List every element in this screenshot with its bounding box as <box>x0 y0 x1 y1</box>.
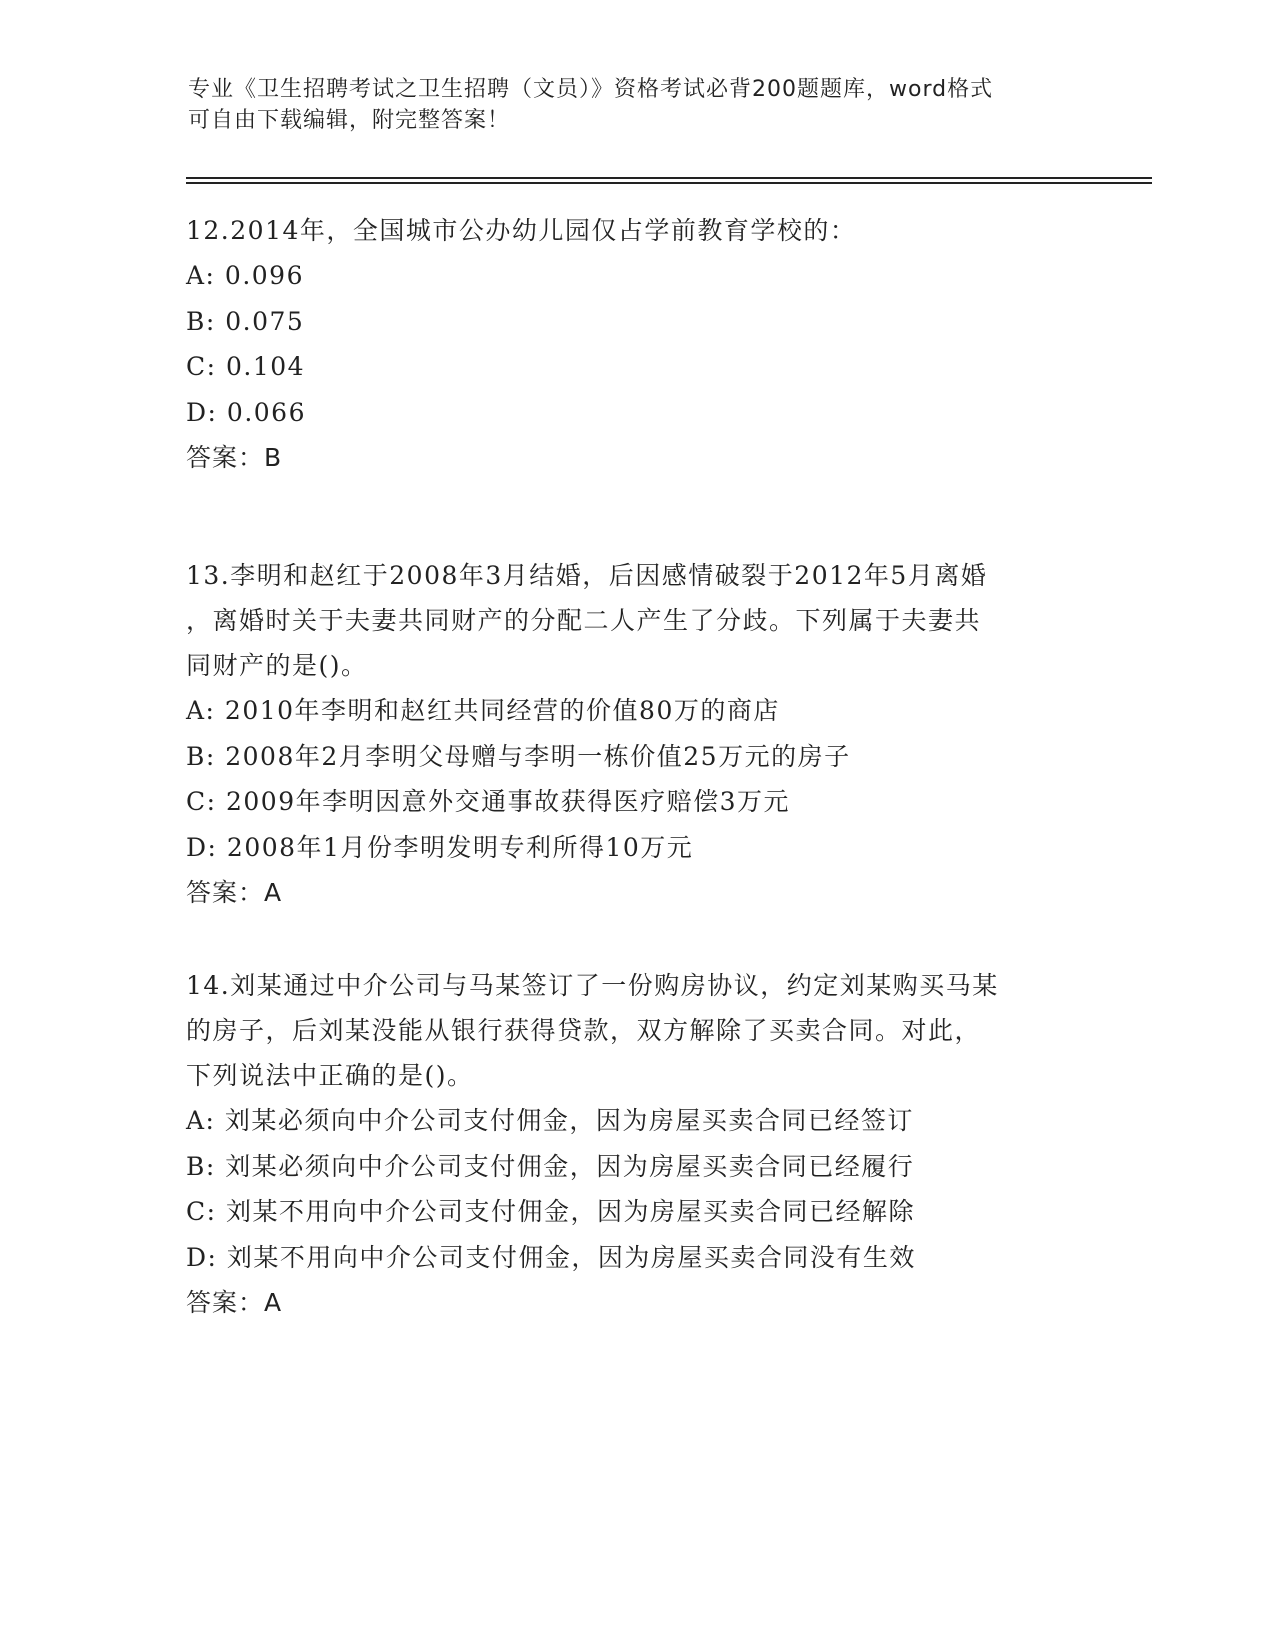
question-text: 下列说法中正确的是()。 <box>186 1061 474 1090</box>
option-d: D: 0.066 <box>186 397 306 427</box>
answer: 答案：A <box>186 878 283 907</box>
question-text: 的房子，后刘某没能从银行获得贷款，双方解除了买卖合同。对此， <box>186 1016 982 1045</box>
option-a: A: 0.096 <box>186 261 304 290</box>
answer: 答案：A <box>186 1288 283 1317</box>
header-line-1: 专业《卫生招聘考试之卫生招聘（文员）》资格考试必背200题题库，word格式 <box>188 77 994 102</box>
answer: 答案：B <box>186 443 283 472</box>
question-text: ，离婚时关于夫妻共同财产的分配二人产生了分歧。下列属于夫妻共 <box>186 606 982 635</box>
option-c: C: 刘某不用向中介公司支付佣金，因为房屋买卖合同已经解除 <box>186 1197 916 1226</box>
question-14 <box>186 963 1086 1325</box>
header-divider-top <box>186 177 1152 179</box>
header-divider-bottom <box>186 182 1152 184</box>
option-a: A: 2010年李明和赵红共同经营的价值80万的商店 <box>186 696 780 725</box>
option-b: B: 2008年2月李明父母赠与李明一栋价值25万元的房子 <box>186 741 851 771</box>
question-13 <box>186 553 1086 915</box>
document-header <box>188 74 1088 136</box>
header-line-2: 可自由下载编辑，附完整答案！ <box>188 108 511 133</box>
option-c: C: 0.104 <box>186 352 306 381</box>
option-d: D: 2008年1月份李明发明专利所得10万元 <box>186 832 694 862</box>
question-text: 同财产的是()。 <box>186 651 368 680</box>
option-a: A: 刘某必须向中介公司支付佣金，因为房屋买卖合同已经签订 <box>186 1106 914 1135</box>
question-12 <box>186 208 1086 480</box>
question-text: 13.李明和赵红于2008年3月结婚，后因感情破裂于2012年5月离婚 <box>186 561 988 590</box>
option-d: D: 刘某不用向中介公司支付佣金，因为房屋买卖合同没有生效 <box>186 1242 916 1272</box>
question-text: 14.刘某通过中介公司与马某签订了一份购房协议，约定刘某购买马某 <box>186 971 999 1000</box>
question-text: 12.2014年，全国城市公办幼儿园仅占学前教育学校的： <box>186 216 857 245</box>
option-c: C: 2009年李明因意外交通事故获得医疗赔偿3万元 <box>186 787 791 816</box>
option-b: B: 0.075 <box>186 306 305 336</box>
option-b: B: 刘某必须向中介公司支付佣金，因为房屋买卖合同已经履行 <box>186 1151 915 1181</box>
